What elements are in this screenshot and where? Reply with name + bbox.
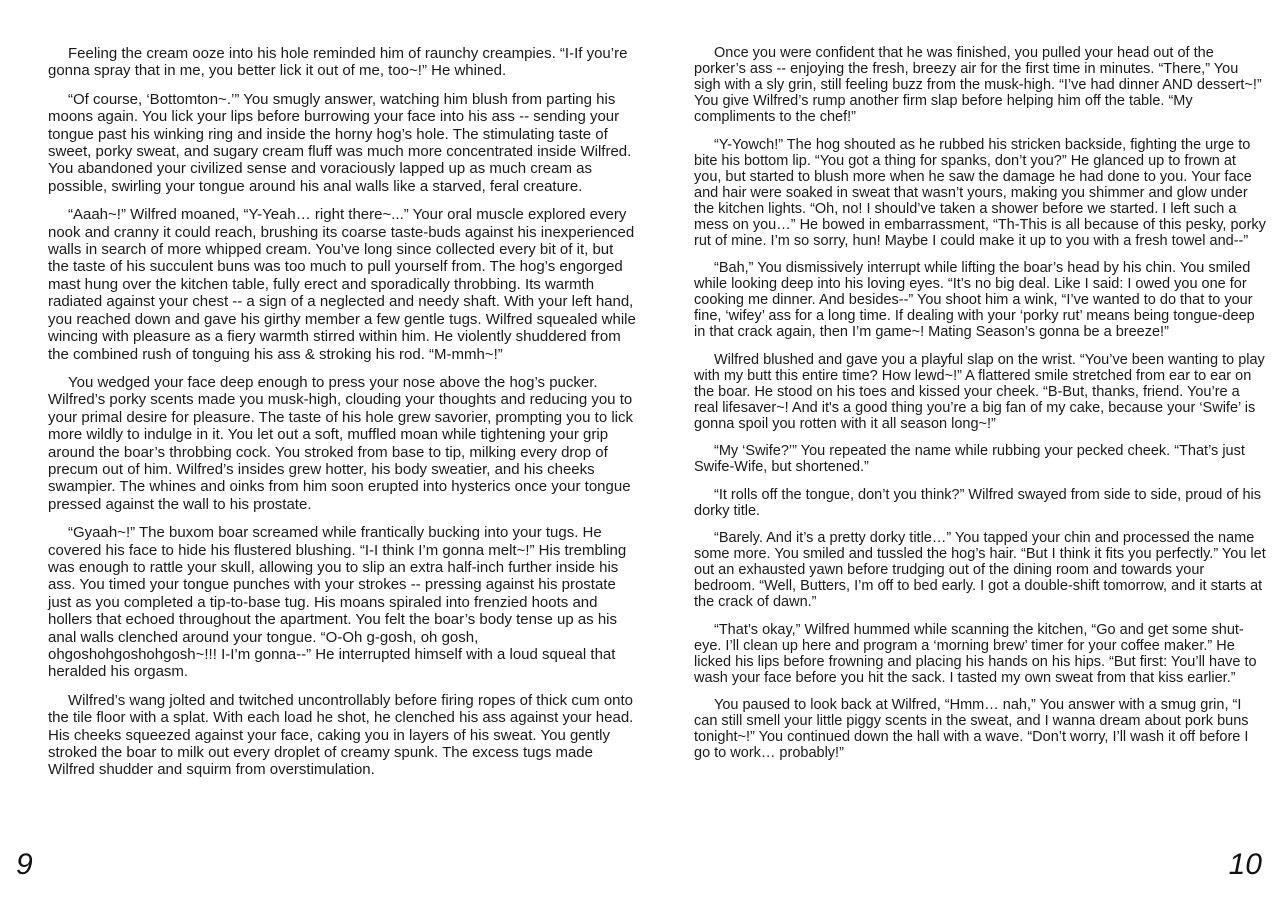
paragraph: You paused to look back at Wilfred, “Hmm… nah,” You answer with a smug grin, “I can still smell your little piggy scents in the sweat, and I wanna dream about pork buns tonight~!” You continued down the hall with a wave. “Don’t worry, I’ll wash it off before I go to work… probably!” [694, 697, 1249, 761]
paragraph: Once you were confident that he was finished, you pulled your head out of the porker’s ass -- enjoying the fresh, breezy air for the first time in minutes. “There,” You sigh with a sly grin, still feeling buzz from the musk-high. “I’ve had dinner AND dessert~!” You give Wilfred’s rump another firm slap before helping him off the table. “My compliments to the chef!” [694, 45, 1262, 125]
paragraph: “It rolls off the tongue, don’t you think?” Wilfred swayed from side to side, proud of his dorky title. [694, 486, 1261, 519]
paragraph: “Barely. And it’s a pretty dorky title…” You tapped your chin and processed the name some more. You smiled and tussled the hog’s hair. “But I think it fits you perfectly.” You let out an exhausted yawn before trudging out of the dining room and towards your bedroom. “Well, Butters, I’m off to bed early. I got a double-shift tomorrow, and it starts at the crack of dawn.” [694, 530, 1266, 610]
paragraph: Wilfred’s wang jolted and twitched uncontrollably before firing ropes of thick cum onto the tile floor with a splat. With each load he shot, he clenched his ass against your head. His cheeks squeezed against your face, caking you in layers of his sweat. You gently stroked the boar to milk out every droplet of creamy spunk. The excess tugs made Wilfred shudder and squirm from overstimulation. [48, 691, 634, 779]
paragraph: “Aaah~!” Wilfred moaned, “Y-Yeah… right there~...” Your oral muscle explored every nook and cranny it could reach, brushing its coarse taste-buds against his inexperienced walls in search of more whipped cream. You’ve long since collected every bit of it, but the taste of his succulent buns was too much to pull yourself from. The hog’s engorged mast hung over the kitchen table, fully erect and sporadically throbbing. Its warmth radiated against your chest -- a sign of a neglected and needy shaft. With your left hand, you reached down and gave his girthy member a few gentle tugs. Wilfred squealed while wincing with pleasure as a fiery warmth stirred within him. He violently shuddered from the combined rush of tonguing his ass & stroking his rod. “M-mmh~!” [48, 206, 636, 363]
page-left-content [48, 45, 636, 790]
paragraph: You wedged your face deep enough to press your nose above the hog’s pucker. Wilfred’s porky scents made you musk-high, clouding your thoughts and reducing you to your primal desire for pleasure. The taste of his hole grew savorier, prompting you to lick more wildly to indulge in it. You let out a soft, muffled moan while tightening your grip around the boar’s throbbing cock. You stroked from base to tip, milking every drop of precum out of him. Wilfred’s insides grew hotter, his body sweatier, and his cheeks swampier. The whines and oinks from him soon erupted into hysterics once your tongue pressed against the wall to his prostate. [48, 373, 633, 513]
paragraph: “That’s okay,” Wilfred hummed while scanning the kitchen, “Go and get some shut-eye. I’ll clean up here and program a ‘morning brew’ timer for your coffee maker.” He licked his lips before frowning and placing his hands on his hips. “But first: You’ll have to wash your face before you hit the sack. I tasted my own sweat from that kiss earlier.” [694, 621, 1257, 686]
page-number-left: 9 [16, 848, 33, 881]
paragraph: Feeling the cream ooze into his hole reminded him of raunchy creampies. “I-If you’re gonna spray that in me, you better lick it out of me, too~!” He whined. [48, 45, 628, 80]
page-number-right: 10 [1228, 848, 1262, 881]
paragraph: “Bah,” You dismissively interrupt while lifting the boar’s head by his chin. You smiled while looking deep into his loving eyes. “It’s no big deal. Like I said: I owed you one for cooking me dinner. And besides--” You shoot him a wink, “I’ve wanted to do that to your fine, ‘wifey’ ass for a long time. If dealing with your ‘porky rut’ means being tongue-deep in that crack again, then I’m game~! Mating Season’s gonna be a breeze!” [694, 260, 1255, 340]
paragraph: “Gyaah~!” The buxom boar screamed while frantically bucking into your tugs. He covered his face to hide his flustered blushing. “I-I think I’m gonna melt~!” His trembling was enough to rattle your skull, allowing you to slip an extra half-inch further inside his ass. You timed your tongue punches with your strokes -- pressing against his prostate just as you completed a tip-to-base tug. His moans spiraled into frenzied hoots and hollers that echoed throughout the apartment. You felt the boar’s body tense up as his anal walls clenched around your tongue. “O-Oh g-gosh, oh gosh, ohgoshohgoshohgosh~!!! I-I’m gonna--” He interrupted himself with a loud squeal that heralded his orgasm. [48, 524, 627, 681]
paragraph: Wilfred blushed and gave you a playful slap on the wrist. “You’ve been wanting to play with my butt this entire time? How lewd~!” A flattered smile stretched from ear to ear on the boar. He stood on his toes and kissed your cheek. “B-But, thanks, friend. You’re a real lifesaver~! And it's a good thing you’re a big fan of my cake, because your ‘Swife’ is gonna spoil you rotten with it all season long~!” [694, 351, 1265, 432]
paragraph: “Of course, ‘Bottomton~.’” You smugly answer, watching him blush from parting his moons again. You lick your lips before burrowing your face into his ass -- sending your tongue past his winking ring and inside the horny hog’s hole. The stimulating taste of sweet, porky sweat, and sugary cream fluff was much more concentrated inside Wilfred. You abandoned your civilized sense and voraciously lapped up as much cream as possible, swirling your tongue around his anal walls like a starved, feral creature. [48, 90, 632, 195]
paragraph: “Y-Yowch!” The hog shouted as he rubbed his stricken backside, fighting the urge to bite his bottom lip. “You got a thing for spanks, don’t you?” He glanced up to frown at you, but started to blush more when he saw the damage he had done to you. Your face and hair were soaked in sweat that wasn’t yours, making you shimmer and glow under the kitchen lights. “Oh, no! I should’ve taken a shower before we started. I left such a mess on you…” He bowed in embarrassment, “Th-This is all because of this pesky, porky rut of mine. I’m so sorry, hun! Maybe I could make it up to you with a fresh towel and--” [694, 136, 1266, 249]
paragraph: “My ‘Swife?’” You repeated the name while rubbing your pecked cheek. “That’s just Swife-Wife, but shortened.” [694, 443, 1245, 475]
page-right-content [694, 45, 1266, 773]
